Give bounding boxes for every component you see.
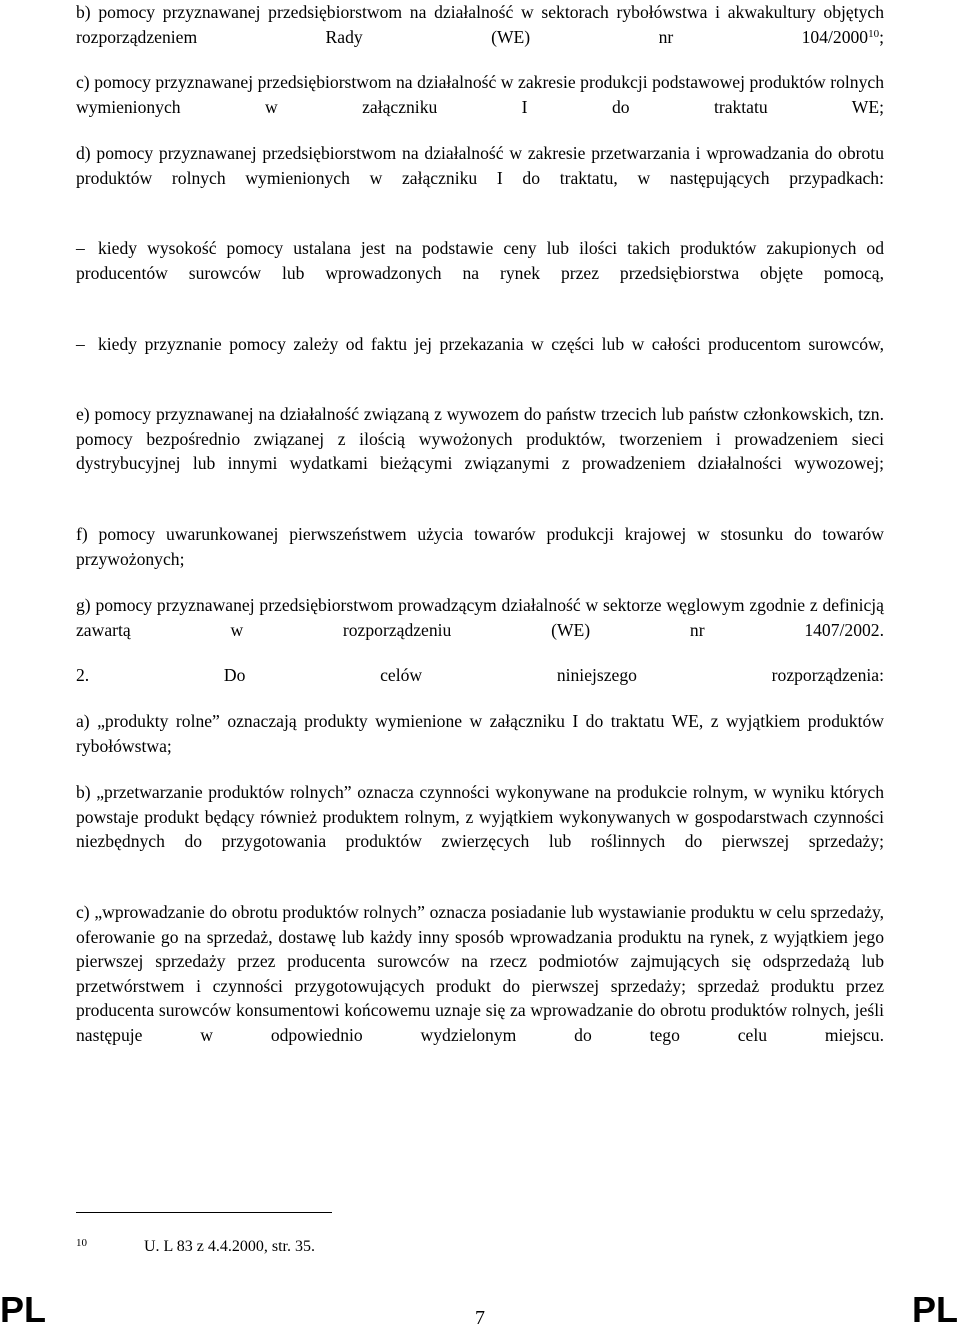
definition-a — [76, 709, 884, 783]
language-code-right: PL — [911, 1289, 958, 1330]
paragraph-b-text: b) pomocy przyznawanej przedsiębiorstwom na działalność w sektorach rybołówstwa i akwakultury objętych rozporządzeniem Rady (WE) nr 104/2000 — [76, 2, 884, 47]
footnote-separator — [76, 1212, 332, 1213]
paragraph-f — [76, 522, 884, 596]
section-2-intro-text: 2. Do celów niniejszego rozporządzenia: — [76, 665, 884, 685]
paragraph-e-text: e) pomocy przyznawanej na działalność związaną z wywozem do państw trzecich lub państw członkowskich, tzn. pomocy bezpośrednio związanej z ilością wywożonych produktów, tworzeniem i prowadzeniem sieci dystrybucyjnej lub innymi wydatkami bieżącymi związanymi z prowadzeniem działalności wywozowej; — [76, 404, 884, 473]
definition-b — [76, 780, 884, 878]
definition-a-text: a) „produkty rolne” oznaczają produkty wymienione w załączniku I do traktatu WE, z wyjątkiem produktów rybołówstwa; — [76, 711, 884, 756]
dash-item-2 — [76, 332, 884, 381]
dash-marker: – — [76, 334, 85, 354]
dash-item-1-text: kiedy wysokość pomocy ustalana jest na podstawie ceny lub ilości takich produktów zakupionych od producentów surowców lub wprowadzonych na rynek przez przedsiębiorstwa objęte pomocą, — [76, 238, 884, 283]
paragraph-b-tail: ; — [879, 26, 884, 47]
page-number: 7 — [475, 1307, 485, 1329]
dash-item-1 — [76, 236, 884, 310]
footnote-reference[interactable]: 10 — [868, 27, 880, 40]
paragraph-d — [76, 141, 884, 215]
paragraph-c — [76, 70, 884, 144]
paragraph-c-text: c) pomocy przyznawanej przedsiębiorstwom na działalność w zakresie produkcji podstawowej produktów rolnych wymienionych w załączniku I do traktatu WE; — [76, 72, 884, 117]
section-2-intro — [76, 663, 884, 712]
definition-c — [76, 900, 884, 1072]
dash-marker: – — [76, 238, 85, 258]
definition-c-text: c) „wprowadzanie do obrotu produktów rolnych” oznacza posiadanie lub wystawianie produktu w celu sprzedaży, oferowanie go na sprzedaż, dostawę lub każdy inny sposób wprowadzania produktu na rynek, z wyjątkiem jego pierwszej sprzedaży przez producenta surowców na rzecz podmiotów zajmujących się odsprzedażą lub przetwórstwem i czynności przygotowujących produkt do pierwszej sprzedaży; sprzedaż produktu przez producenta surowców konsumentowi końcowemu uznaje się za wprowadzanie do obrotu produktów rolnych, jeśli następuje w odpowiednio wydzielonym do tego celu miejscu. — [76, 902, 884, 1045]
language-code-left: PL — [0, 1289, 47, 1330]
paragraph-g-text: g) pomocy przyznawanej przedsiębiorstwom prowadzącym działalność w sektorze węglowym zgodnie z definicją zawartą w rozporządzeniu (WE) nr 1407/2002. — [76, 595, 884, 640]
footnote-text: U. L 83 z 4.4.2000, str. 35. — [144, 1238, 315, 1255]
paragraph-d-text: d) pomocy przyznawanej przedsiębiorstwom na działalność w zakresie przetwarzania i wprowadzania do obrotu produktów rolnych wymienionych w załączniku I do traktatu, w następujących przypadkach: — [76, 143, 884, 188]
paragraph-e — [76, 402, 884, 500]
footnote-number: 10 — [76, 1237, 87, 1249]
paragraph-g — [76, 593, 884, 667]
dash-item-2-text: kiedy przyznanie pomocy zależy od faktu jej przekazania w części lub w całości producentom surowców, — [98, 334, 884, 354]
definition-b-text: b) „przetwarzanie produktów rolnych” oznacza czynności wykonywane na produkcie rolnym, w wyniku których powstaje produkt będący również produktem rolnym, z wyjątkiem wykonywanych w gospodarstwach czynności niezbędnych do przygotowania produktów zwierzęcych lub roślinnych do pierwszej sprzedaży; — [76, 782, 884, 851]
paragraph-f-text: f) pomocy uwarunkowanej pierwszeństwem użycia towarów produkcji krajowej w stosunku do towarów przywożonych; — [76, 524, 884, 569]
paragraph-b — [76, 0, 884, 74]
